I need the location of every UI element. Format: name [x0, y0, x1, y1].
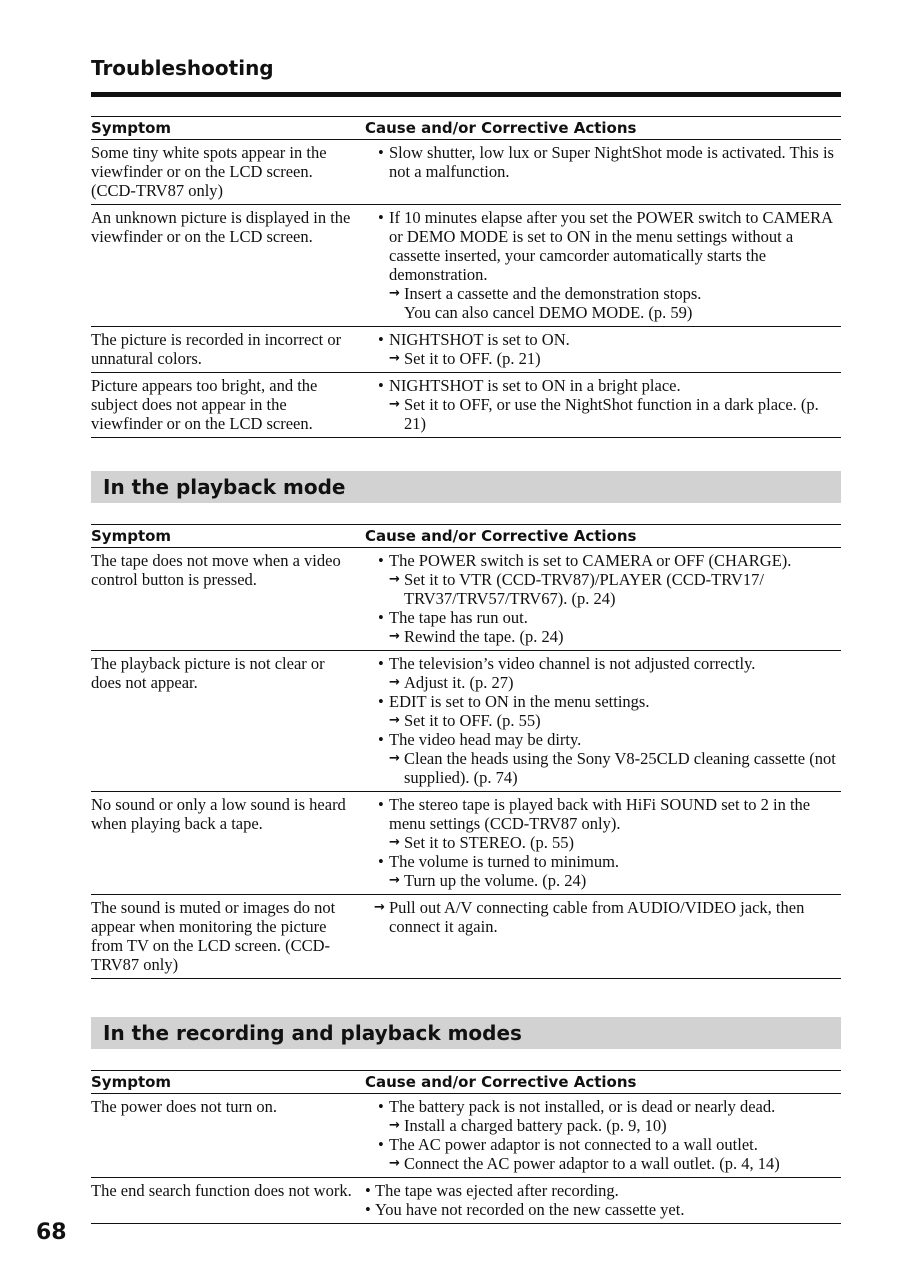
symptom-header: Symptom: [91, 525, 363, 548]
cause-header: Cause and/or Corrective Actions: [363, 1071, 841, 1094]
cause-header: Cause and/or Corrective Actions: [363, 525, 841, 548]
section-heading-playback: In the playback mode: [91, 471, 841, 503]
table-row: [91, 548, 841, 651]
cause-bullet: • You have not recorded on the new cassette yet.: [363, 1200, 841, 1219]
symptom-cell: Some tiny white spots appear in the viewfinder or on the LCD screen. (CCD-TRV87 only): [91, 140, 363, 205]
cause-cell: [363, 895, 841, 979]
cause-cell: [363, 651, 841, 792]
symptom-cell: The end search function does not work.: [91, 1178, 363, 1224]
table-row: [91, 327, 841, 373]
symptom-header: Symptom: [91, 1071, 363, 1094]
troubleshooting-table-general: [91, 116, 841, 438]
cause-bullet: • The television’s video channel is not adjusted correctly.: [363, 654, 841, 673]
cause-bullet: • The battery pack is not installed, or is dead or nearly dead.: [363, 1097, 841, 1116]
cause-cell: [363, 205, 841, 327]
action-arrow: → Install a charged battery pack. (p. 9, 10): [363, 1116, 841, 1135]
table-row: [91, 140, 841, 205]
symptom-cell: The power does not turn on.: [91, 1094, 363, 1178]
cause-bullet: • The volume is turned to minimum.: [363, 852, 841, 871]
action-arrow: → Pull out A/V connecting cable from AUDIO/VIDEO jack, then connect it again.: [363, 898, 841, 936]
symptom-cell: The playback picture is not clear or does not appear.: [91, 651, 363, 792]
title-rule: [91, 92, 841, 97]
table-row: [91, 1094, 841, 1178]
page-title: Troubleshooting: [91, 56, 274, 80]
action-arrow: → Rewind the tape. (p. 24): [363, 627, 841, 646]
action-arrow: → Set it to OFF. (p. 21): [363, 349, 841, 368]
table-header-row: [91, 1071, 841, 1094]
troubleshooting-table-playback: [91, 524, 841, 979]
table-header-row: [91, 525, 841, 548]
cause-bullet: • NIGHTSHOT is set to ON in a bright place.: [363, 376, 841, 395]
cause-bullet: • The AC power adaptor is not connected to a wall outlet.: [363, 1135, 841, 1154]
action-arrow: → Turn up the volume. (p. 24): [363, 871, 841, 890]
troubleshooting-table-recording: [91, 1070, 841, 1224]
symptom-cell: The tape does not move when a video control button is pressed.: [91, 548, 363, 651]
action-text: You can also cancel DEMO MODE. (p. 59): [404, 303, 693, 322]
action-arrow: → Adjust it. (p. 27): [363, 673, 841, 692]
table-row: [91, 651, 841, 792]
symptom-cell: An unknown picture is displayed in the viewfinder or on the LCD screen.: [91, 205, 363, 327]
symptom-header: Symptom: [91, 117, 363, 140]
cause-bullet: • NIGHTSHOT is set to ON.: [363, 330, 841, 349]
cause-bullet: • The stereo tape is played back with HiFi SOUND set to 2 in the menu settings (CCD-TRV87 only).: [363, 795, 841, 833]
table-row: [91, 792, 841, 895]
cause-cell: [363, 140, 841, 205]
cause-bullet: • Slow shutter, low lux or Super NightShot mode is activated. This is not a malfunction.: [363, 143, 841, 181]
table-row: [91, 895, 841, 979]
cause-header: Cause and/or Corrective Actions: [363, 117, 841, 140]
cause-cell: [363, 373, 841, 438]
symptom-cell: The picture is recorded in incorrect or unnatural colors.: [91, 327, 363, 373]
action-arrow: → Insert a cassette and the demonstration stops.: [363, 284, 841, 303]
cause-bullet: • If 10 minutes elapse after you set the POWER switch to CAMERA or DEMO MODE is set to ON in the menu settings without a cassette inserted, your camcorder automatically starts the demonstration.: [363, 208, 841, 284]
cause-bullet: • The POWER switch is set to CAMERA or OFF (CHARGE).: [363, 551, 841, 570]
symptom-cell: The sound is muted or images do not appear when monitoring the picture from TV on the LCD screen. (CCD-TRV87 only): [91, 895, 363, 979]
cause-cell: [363, 792, 841, 895]
cause-bullet: • The tape was ejected after recording.: [363, 1181, 841, 1200]
symptom-cell: Picture appears too bright, and the subject does not appear in the viewfinder or on the LCD screen.: [91, 373, 363, 438]
table-row: [91, 205, 841, 327]
cause-cell: [363, 1094, 841, 1178]
cause-bullet: • EDIT is set to ON in the menu settings.: [363, 692, 841, 711]
action-arrow: → Set it to OFF. (p. 55): [363, 711, 841, 730]
cause-bullet: • The tape has run out.: [363, 608, 841, 627]
action-arrow: → Set it to STEREO. (p. 55): [363, 833, 841, 852]
action-continuation: [363, 303, 841, 322]
table-row: [91, 373, 841, 438]
section-heading-recording-playback: In the recording and playback modes: [91, 1017, 841, 1049]
cause-cell: [363, 548, 841, 651]
cause-cell: [363, 327, 841, 373]
action-arrow: → Set it to OFF, or use the NightShot function in a dark place. (p. 21): [363, 395, 841, 433]
table-header-row: [91, 117, 841, 140]
cause-cell: [363, 1178, 841, 1224]
cause-bullet: • The video head may be dirty.: [363, 730, 841, 749]
table-row: [91, 1178, 841, 1224]
symptom-cell: No sound or only a low sound is heard when playing back a tape.: [91, 792, 363, 895]
page-number: 68: [36, 1220, 67, 1245]
action-arrow: → Connect the AC power adaptor to a wall outlet. (p. 4, 14): [363, 1154, 841, 1173]
action-arrow: → Set it to VTR (CCD-TRV87)/PLAYER (CCD-TRV17/ TRV37/TRV57/TRV67). (p. 24): [363, 570, 841, 608]
action-arrow: → Clean the heads using the Sony V8-25CLD cleaning cassette (not supplied). (p. 74): [363, 749, 841, 787]
